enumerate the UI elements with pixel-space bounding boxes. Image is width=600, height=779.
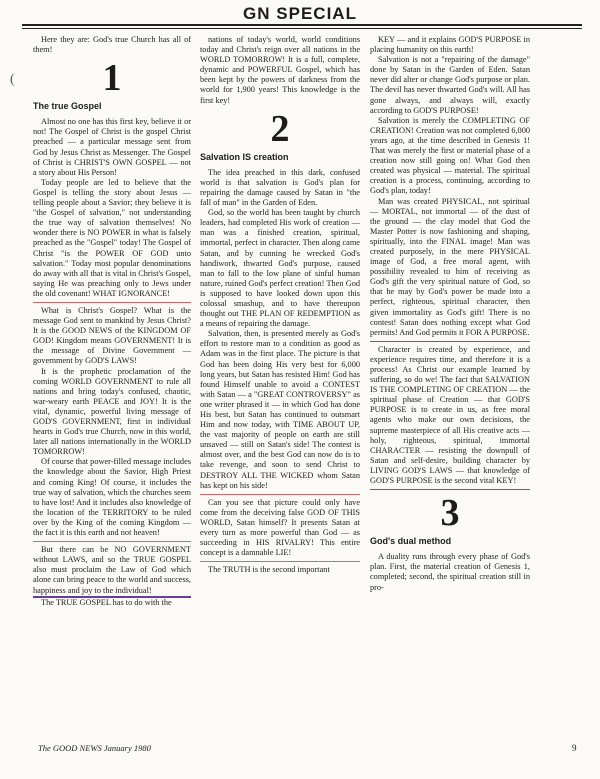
section-heading-dual-method: God's dual method	[370, 536, 452, 547]
highlighted-paragraph: But there can be NO GOVERNMENT without LAWS, and so the TRUE GOSPEL also must proclaim the Law of God which alone can bring peace to the world and success, happiness and joy to the individual!	[33, 545, 191, 597]
paragraph: A duality runs through every phase of God's plan. First, the material creation of Genesis 1, completed; second, the spiritual creation still in pro-	[370, 552, 530, 592]
header-rule-bottom	[22, 28, 582, 29]
paragraph: The TRUTH is the second important	[208, 565, 330, 575]
boxed-passage	[33, 302, 191, 542]
paragraph: Salvation, then, is presented merely as God's effort to restore man to a condition as good as Adam was in the first place. The picture is that God has been doing His very best for 6,000 long years, but Satan has resisted Him! God has found Himself unable to avoid a CONTEST with Satan — a "GREAT CONTROVERSY" as one writer phrased it — in which God has done His best, but Satan has continued to outsmart Him and now today, with TIME ABOUT UP, the vast majority of people on earth are still unsaved — still on Satan's side! The contest is almost over, and the best God can now do is to take revenge, and soon to send Christ to DESTROY ALL THE WICKED whom Satan has kept on his side!	[200, 329, 360, 490]
section-heading-true-gospel: The true Gospel	[33, 101, 102, 112]
paragraph: Character is created by experience, and experience requires time, and therefore it is a process! As Christ our example learned by suffering, so do we! The fact that SALVATION IS THE COMPLETING OF CREATION — the spiritual phase of Creation — that GOD'S PURPOSE is to create in us, as free moral agents who make our own decisions, the supreme masterpiece of all His creative acts — holy, righteous, spiritual, immortal CHARACTER — resisting the downpull of Satan and self-desire, building character by LIVING GOD'S LAWS — that knowledge of GOD'S PURPOSE is the second vital KEY!	[370, 344, 530, 486]
paragraph: Almost no one has this first key, believe it or not! The Gospel of Christ is the gospel Christ preached — a particular message sent from God by Jesus Christ as Messenger. The Gospel of Christ is CHRIST'S OWN GOSPEL — not a story about His Person!	[33, 117, 191, 177]
boxed-passage	[370, 341, 530, 490]
paragraph: Today people are led to believe that the Gospel is telling the story about Jesus — telling people about a Savior; they believe it is "the Gospel of salvation," not understanding the true way of salvation themselves! No wonder there is NO POWER in what is falsely preached as the "Gospel" today! The Gospel of Christ "is the POWER OF GOD unto salvation." Today most popular denominations do away with all that is vital in Christ's Gospel, saying He was preaching only to Jews under the old covenant! WHAT IGNORANCE!	[33, 177, 191, 298]
paragraph: Can you see that picture could only have come from the deceiving false GOD OF THIS WORLD, Satan himself? It presents Satan at every turn as more powerful than God — as succeeding in HIS RIVALRY! This entire concept is a damnable LIE!	[200, 497, 360, 558]
boxed-passage	[200, 494, 360, 563]
paragraph: KEY — and it explains GOD'S PURPOSE in placing humanity on this earth!	[370, 35, 530, 55]
header-rule-top	[22, 24, 582, 26]
column-1	[33, 35, 191, 740]
paragraph: The idea preached in this dark, confused world is that salvation is God's plan for repairing the damage caused by Satan in "the fall of man" in the Garden of Eden.	[200, 167, 360, 208]
paragraph: nations of today's world, world conditions today and Christ's reign over all nations in the WORLD TOMORROW! It is a full, complete, dynamic and POWERFUL Gospel, which has been kept by the powers of darkness from the world for 1,900 years! This knowledge is the first key!	[200, 35, 360, 105]
page-number: 9	[572, 743, 577, 753]
paragraph: Salvation is not a "repairing of the damage" done by Satan in the Garden of Eden. Satan never did alter or change God's purpose or plan. The devil has never thwarted God's will. All has gone always, and always will, exactly according to GOD'S PURPOSE!	[370, 55, 530, 115]
section-heading-salvation: Salvation IS creation	[200, 151, 289, 162]
paragraph: Of course that power-filled message includes the knowledge about the Savior, High Priest and coming King! Of course, it includes the true way of salvation, which the churches seem to have lost! And it includes also knowledge of the location of the TERRITORY to be ruled over by the King of the coming Kingdom — the fact it is this earth and not heaven!	[33, 457, 191, 538]
intro-text: Here they are: God's true Church has all of them!	[33, 35, 191, 55]
page-header-title: GN SPECIAL	[243, 4, 357, 23]
paragraph: Man was created PHYSICAL, not spiritual — MORTAL, not immortal — of the dust of the ground — the clay model that God the Master Potter is now fashioning and shaping, spiritually, into the FINAL image! Man was created purposely, in the mere PHYSICAL image of God, a free moral agent, with possibility revealed to him of receiving as God's gift the very spiritual nature of God, so that he may by God's power be made into a perfect, righteous, spiritual character, then given immortality as God's gift! There is no contest! Satan does nothing except what God permits! And God permits it FOR A PURPOSE.	[370, 196, 530, 337]
paragraph: What is Christ's Gospel? What is the message God sent to mankind by Jesus Christ? It is the GOOD NEWS of the KINGDOM OF GOD! Kingdom means GOVERNMENT! It is the message of Divine Government — government by GOD'S LAWS!	[33, 305, 191, 366]
footer-publication: The GOOD NEWS January 1980	[38, 743, 151, 753]
paragraph: Salvation is merely the COMPLETING OF CREATION! Creation was not completed 6,000 years ago, at the time described in Genesis 1! That was merely the first or material phase of a creation now still going on! What God then created was physical — material. The spiritual creation is a process, continuing, according to God's plan, today!	[370, 115, 530, 196]
column-3	[370, 35, 530, 740]
section-number-1: 1	[102, 57, 122, 100]
section-number-3: 3	[440, 492, 460, 535]
paragraph: God, so the world has been taught by church leaders, had completed His work of creation — man was a finished creation, spiritual, immortal, perfect in character. Then along came Satan, and by cunning he wrecked God's handiwork, thwarted God's purpose, caused man to fall to the low plane of sinful human nature, ruined God's perfect creation! Then God is supposed to have looked down upon this colossal smashup, and to have thereupon thought out THE PLAN OF REDEMPTION as a means of repairing the damage.	[200, 208, 360, 329]
margin-mark: (	[10, 72, 15, 87]
section-number-2: 2	[270, 107, 290, 150]
paragraph: The TRUE GOSPEL has to do with the	[41, 597, 172, 607]
column-2	[200, 35, 360, 740]
paragraph: It is the prophetic proclamation of the coming WORLD GOVERNMENT to rule all nations and bring today's confused, chaotic, war-weary earth PEACE and JOY! It is the vital, dynamic, powerful living message of GOD'S GOVERNMENT, first in individual hearts in God's true Church, now in this world, later all nations internationally in the WORLD TOMORROW!	[33, 366, 191, 457]
